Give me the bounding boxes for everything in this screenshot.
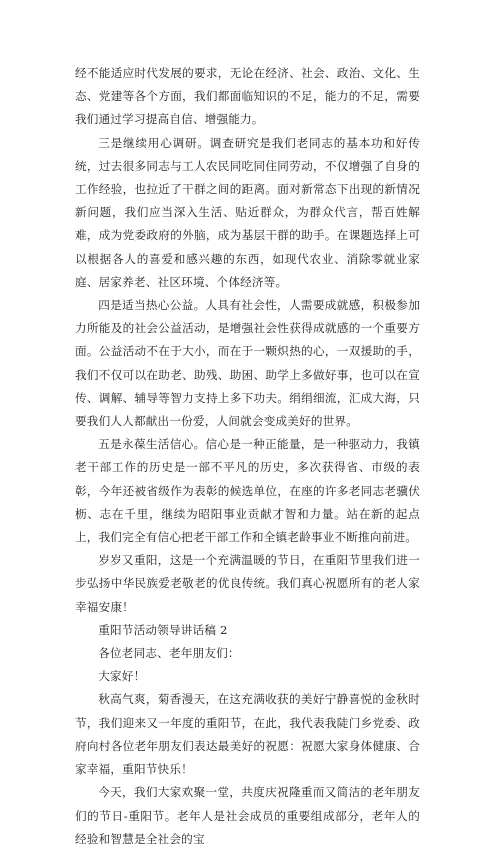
paragraph: 四是适当热心公益。人具有社会性，人需要成就感，积极参加力所能及的社会公益活动，是增强社会性获得成就感的一个重要方面。公益活动不在于大小，而在于一颗炽热的心，一双援助的手，我们不仅可以在助老、助残、助困、助学上多做好事，也可以在宣传、调解、辅导等智力支持上多下功夫。绢绢细流，汇成大海，只要我们人人都献出一份爱，人间就会变成美好的世界。 [75,298,420,429]
greeting: 大家好！ [98,669,146,684]
paragraph: 今天，我们大家欢聚一堂，共度庆祝隆重而又简洁的老年朋友们的节日-重阳节。老年人是社会成员的重要组成部分，老年人的经验和智慧是全社会的宝 [75,785,420,846]
paragraph: 三是继续用心调研。调查研究是我们老同志的基本功和好传统，过去很多同志与工人农民同吃同住同劳动，不仅增强了自身的工作经验，也拉近了干群之间的距离。面对新常态下出现的新情况新问题，我们应当深入生活、贴近群众，为群众代言，帮百姓解难，成为党委政府的外脑，成为基层干群的助手。在课题选择上可以根据各人的喜爱和感兴趣的东西，如现代农业、消除零就业家庭、居家养老、社区环境、个体经济等。 [75,135,420,289]
paragraph: 岁岁又重阳，这是一个充满温暖的节日，在重阳节里我们进一步弘扬中华民族爱老敬老的优良传统。我们真心祝愿所有的老人家幸福安康！ [75,553,420,614]
salutation: 各位老同志、老年朋友们： [98,646,240,661]
paragraph: 秋高气爽，菊香漫天，在这充满收获的美好宁静喜悦的金秋时节，我们迎来又一年度的重阳节，在此，我代表我陡门乡党委、政府向村各位老年朋友们表达最美好的祝愿：祝愿大家身体健康、合家幸福，重阳节快乐！ [75,692,420,777]
paragraph: 五是永葆生活信心。信心是一种正能量，是一种驱动力，我镇老干部工作的历史是一部不平凡的历史，多次获得省、市级的表彰，今年还被省级作为表彰的候选单位，在座的许多老同志老骥伏枥、志在千里，继续为昭阳事业贡献才智和力量。站在新的起点上，我们完全有信心把老干部工作和全镇老龄事业不断推向前进。 [75,437,420,545]
section-heading: 重阳节活动领导讲话稿 2 [98,622,228,637]
paragraph: 经不能适应时代发展的要求，无论在经济、社会、政治、文化、生态、党建等各个方面，我们都面临知识的不足，能力的不足，需要我们通过学习提高自信、增强能力。 [75,66,420,127]
